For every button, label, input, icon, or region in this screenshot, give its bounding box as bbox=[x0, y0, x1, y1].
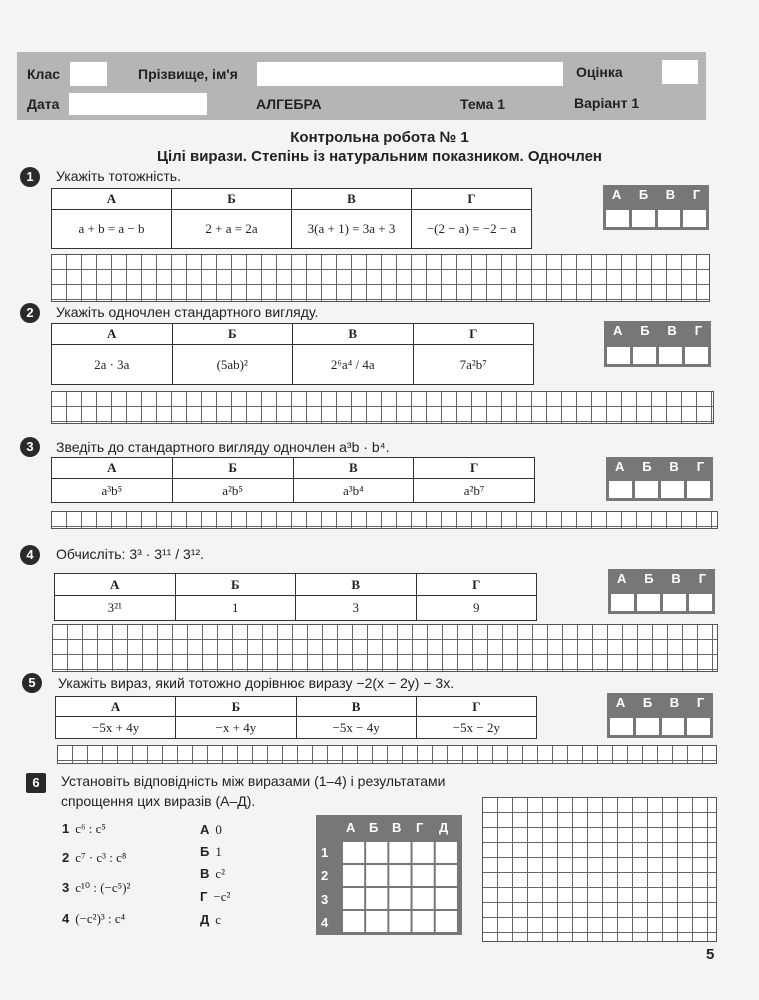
header-band bbox=[17, 52, 706, 120]
answer-letter: В bbox=[669, 459, 679, 474]
answer-cell[interactable] bbox=[661, 481, 684, 498]
topic-label: Тема 1 bbox=[460, 96, 506, 112]
answer-cell[interactable] bbox=[685, 347, 708, 364]
expression-item bbox=[62, 911, 125, 927]
matching-row-header: 4 bbox=[321, 915, 329, 930]
option-cell: −x + 4y bbox=[176, 717, 296, 739]
option-header: В bbox=[296, 697, 416, 717]
answer-box bbox=[606, 457, 713, 501]
question-number: 5 bbox=[22, 673, 42, 693]
answer-letter: Б bbox=[642, 459, 652, 474]
matching-col-header: Б bbox=[369, 820, 379, 835]
answer-cell[interactable] bbox=[632, 210, 655, 227]
expression-value: (−c²)³ : c⁴ bbox=[75, 911, 126, 926]
option-cell: 2⁶a⁴ / 4a bbox=[293, 345, 414, 385]
question-number: 3 bbox=[20, 437, 40, 457]
answer-cell[interactable] bbox=[663, 594, 686, 611]
question-number: 2 bbox=[20, 303, 40, 323]
result-item bbox=[200, 822, 222, 838]
answer-cell[interactable] bbox=[635, 481, 658, 498]
answer-letter: А bbox=[611, 187, 622, 202]
answer-cell[interactable] bbox=[633, 347, 656, 364]
option-cell: 3 bbox=[296, 596, 417, 621]
result-item bbox=[200, 889, 230, 905]
options-table bbox=[51, 323, 534, 385]
answer-letter: Б bbox=[640, 323, 650, 338]
option-header: В bbox=[293, 324, 414, 345]
options-table bbox=[51, 188, 532, 249]
class-label: Клас bbox=[27, 66, 61, 82]
option-header: Б bbox=[172, 189, 292, 210]
page-number: 5 bbox=[706, 946, 715, 963]
result-value: 1 bbox=[215, 844, 222, 859]
answer-letter: Г bbox=[694, 323, 703, 338]
option-cell: a²b⁵ bbox=[172, 479, 293, 503]
matching-row-header: 2 bbox=[321, 868, 329, 883]
grade-label: Оцінка bbox=[576, 64, 623, 80]
option-header: Б bbox=[172, 324, 293, 345]
answer-cell[interactable] bbox=[611, 594, 634, 611]
name-field[interactable] bbox=[257, 62, 563, 86]
expression-value: c¹⁰ : (−c⁵)² bbox=[75, 880, 131, 895]
question-text: Установіть відповідність між виразами (1–4) і результатами bbox=[61, 773, 446, 789]
answer-cell[interactable] bbox=[636, 718, 659, 735]
option-cell: −(2 − a) = −2 − a bbox=[412, 210, 532, 249]
answer-cell[interactable] bbox=[610, 718, 633, 735]
date-label: Дата bbox=[27, 96, 60, 112]
work-grid[interactable] bbox=[52, 624, 718, 672]
answer-letter: В bbox=[665, 187, 676, 202]
work-grid[interactable] bbox=[51, 254, 710, 302]
answer-cell[interactable] bbox=[637, 594, 660, 611]
matching-col-header: В bbox=[392, 820, 402, 835]
option-header: Г bbox=[416, 697, 536, 717]
question-number: 6 bbox=[26, 773, 46, 793]
page-title: Контрольна робота № 1 bbox=[290, 129, 469, 146]
matching-col-header: А bbox=[346, 820, 356, 835]
option-header: Г bbox=[416, 574, 537, 596]
answer-letter: А bbox=[612, 323, 623, 338]
answer-cell[interactable] bbox=[689, 594, 712, 611]
result-letter: Д bbox=[200, 912, 210, 927]
result-letter: Б bbox=[200, 844, 210, 859]
option-cell: a³b⁴ bbox=[293, 479, 414, 503]
option-cell: −5x − 4y bbox=[296, 717, 416, 739]
answer-cell[interactable] bbox=[687, 718, 710, 735]
expression-value: c⁷ · c³ : c⁸ bbox=[75, 850, 127, 865]
question-text: Укажіть вираз, який тотожно дорівнює виразу −2(x − 2y) − 3x. bbox=[58, 675, 455, 691]
result-item bbox=[200, 866, 225, 882]
matching-col-header: Г bbox=[416, 820, 424, 835]
option-header: Б bbox=[176, 697, 296, 717]
answer-cell[interactable] bbox=[659, 347, 682, 364]
option-cell: 3(a + 1) = 3a + 3 bbox=[292, 210, 412, 249]
answer-box bbox=[607, 693, 713, 738]
expression-item bbox=[62, 850, 126, 866]
matching-cells[interactable] bbox=[341, 840, 457, 932]
class-field[interactable] bbox=[70, 62, 107, 86]
option-header: В bbox=[292, 189, 412, 210]
answer-box bbox=[608, 569, 715, 614]
answer-cell[interactable] bbox=[658, 210, 681, 227]
matching-row-header: 1 bbox=[321, 845, 329, 860]
answer-letter: Б bbox=[644, 571, 654, 586]
result-value: c bbox=[215, 912, 222, 927]
matching-col-header: Д bbox=[439, 820, 449, 835]
option-header: А bbox=[52, 189, 172, 210]
option-header: Г bbox=[412, 189, 532, 210]
answer-box bbox=[604, 321, 711, 367]
date-field[interactable] bbox=[69, 93, 207, 115]
option-cell: (5ab)² bbox=[172, 345, 293, 385]
answer-letter: Г bbox=[696, 695, 705, 710]
option-cell: a³b⁵ bbox=[52, 479, 173, 503]
name-label: Прізвище, ім'я bbox=[138, 66, 238, 82]
variant-label: Варіант 1 bbox=[574, 95, 640, 111]
answer-cell[interactable] bbox=[606, 210, 629, 227]
answer-cell[interactable] bbox=[687, 481, 710, 498]
answer-letter: Б bbox=[642, 695, 653, 710]
option-cell: 9 bbox=[416, 596, 537, 621]
option-header: В bbox=[293, 458, 414, 479]
question-text: Обчисліть: 3³ · 3¹¹ / 3¹². bbox=[56, 546, 204, 562]
option-header: А bbox=[56, 697, 176, 717]
question-text: Укажіть одночлен стандартного вигляду. bbox=[56, 304, 319, 320]
question-number: 1 bbox=[20, 167, 40, 187]
answer-letter: Г bbox=[692, 187, 701, 202]
expression-number: 1 bbox=[62, 821, 70, 836]
question-text: Укажіть тотожність. bbox=[56, 168, 181, 184]
answer-letter: В bbox=[669, 695, 680, 710]
result-letter: А bbox=[200, 822, 210, 837]
question-number: 4 bbox=[20, 545, 40, 565]
result-value: −c² bbox=[213, 889, 231, 904]
option-header: А bbox=[52, 324, 173, 345]
expression-number: 4 bbox=[62, 911, 70, 926]
option-cell: 7a²b⁷ bbox=[413, 345, 534, 385]
option-cell: −5x + 4y bbox=[56, 717, 176, 739]
question-text-cont: спрощення цих виразів (А–Д). bbox=[61, 793, 256, 809]
options-table bbox=[55, 696, 537, 739]
option-cell: 3²¹ bbox=[55, 596, 176, 621]
result-value: c² bbox=[215, 866, 226, 881]
work-grid[interactable] bbox=[51, 391, 714, 424]
grade-field[interactable] bbox=[662, 60, 698, 84]
question-text: Зведіть до стандартного вигляду одночлен a³b · b⁴. bbox=[56, 439, 390, 455]
expression-number: 2 bbox=[62, 850, 70, 865]
answer-letter: Г bbox=[698, 571, 707, 586]
options-table bbox=[51, 457, 535, 503]
matching-row-header: 3 bbox=[321, 892, 329, 907]
option-header: Г bbox=[413, 324, 534, 345]
answer-letter: А bbox=[615, 695, 626, 710]
expression-item bbox=[62, 821, 106, 837]
option-cell: a²b⁷ bbox=[414, 479, 535, 503]
answer-cell[interactable] bbox=[609, 481, 632, 498]
expression-number: 3 bbox=[62, 880, 70, 895]
answer-letter: Г bbox=[696, 459, 705, 474]
option-header: А bbox=[55, 574, 176, 596]
work-grid[interactable] bbox=[482, 797, 717, 942]
answer-cell[interactable] bbox=[662, 718, 685, 735]
result-item bbox=[200, 912, 221, 928]
expression-value: c⁶ : c⁵ bbox=[75, 821, 106, 836]
answer-box bbox=[603, 185, 709, 230]
option-cell: a + b = a − b bbox=[52, 210, 172, 249]
subject-label: АЛГЕБРА bbox=[256, 96, 322, 112]
option-header: В bbox=[296, 574, 417, 596]
options-table bbox=[54, 573, 537, 621]
result-letter: В bbox=[200, 866, 210, 881]
answer-letter: А bbox=[616, 571, 627, 586]
option-cell: 2 + a = 2a bbox=[172, 210, 292, 249]
result-value: 0 bbox=[215, 822, 222, 837]
answer-letter: В bbox=[667, 323, 677, 338]
answer-letter: В bbox=[671, 571, 681, 586]
work-grid[interactable] bbox=[57, 745, 717, 764]
answer-cell[interactable] bbox=[607, 347, 630, 364]
option-header: Б bbox=[175, 574, 296, 596]
result-item bbox=[200, 844, 222, 860]
option-header: Б bbox=[172, 458, 293, 479]
option-header: А bbox=[52, 458, 173, 479]
page-subtitle: Цілі вирази. Степінь із натуральним показником. Одночлен bbox=[157, 148, 602, 165]
result-letter: Г bbox=[200, 889, 208, 904]
answer-letter: Б bbox=[638, 187, 649, 202]
answer-cell[interactable] bbox=[683, 210, 706, 227]
answer-letter: А bbox=[614, 459, 625, 474]
option-cell: −5x − 2y bbox=[416, 717, 536, 739]
matching-table bbox=[316, 815, 462, 935]
option-cell: 2a · 3a bbox=[52, 345, 173, 385]
option-cell: 1 bbox=[175, 596, 296, 621]
option-header: Г bbox=[414, 458, 535, 479]
expression-item bbox=[62, 880, 130, 896]
work-grid[interactable] bbox=[51, 511, 718, 529]
